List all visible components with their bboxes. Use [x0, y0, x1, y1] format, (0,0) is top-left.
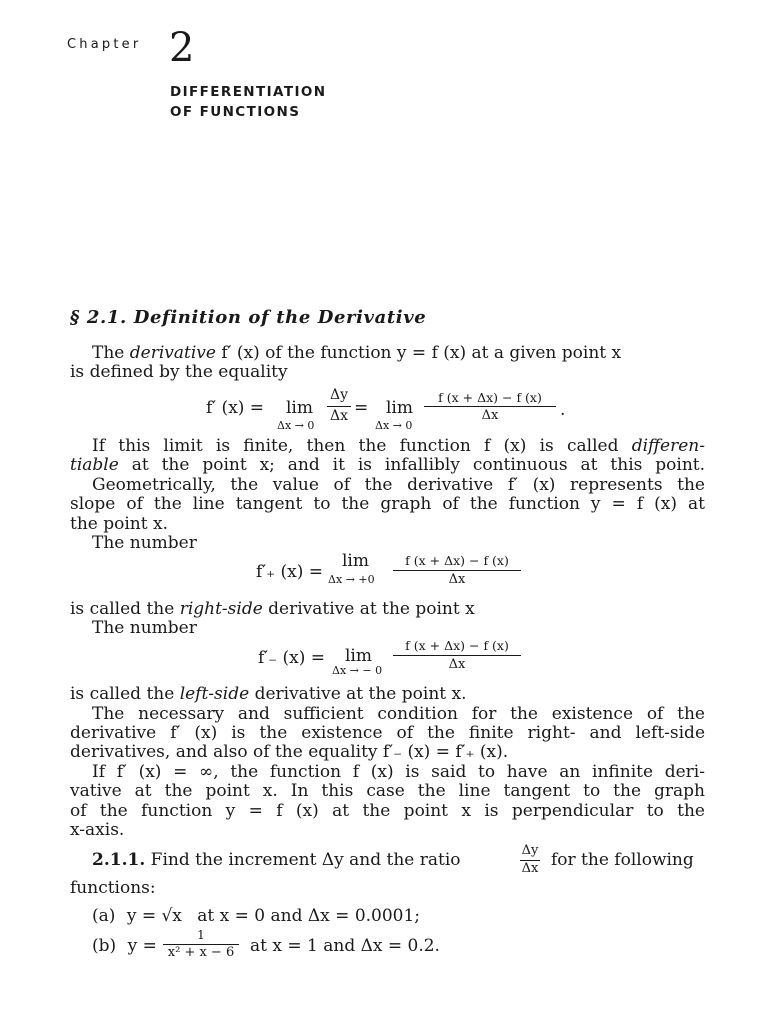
paragraph-line: the point x. — [70, 514, 168, 534]
part-expression: y = — [127, 936, 157, 956]
frac-numerator: Δy — [521, 843, 539, 858]
text-run: at the point x; and it is infallibly continuous at this point. — [118, 455, 705, 475]
term-differentiable: tiable — [70, 455, 119, 475]
paragraph-line: Geometrically, the value of the derivative f′ (x) represents the — [92, 475, 705, 495]
frac-numerator: f (x + Δx) − f (x) — [405, 553, 509, 568]
formula-lhs: f′ (x) = — [206, 398, 265, 418]
problem-number: 2.1.1. — [92, 850, 146, 870]
chapter-label: Chapter — [67, 37, 142, 52]
problem-text: for the following — [551, 850, 694, 870]
paragraph-line: The number — [92, 618, 197, 638]
text-run: is called the — [70, 599, 180, 619]
paragraph-line: vative at the point x. In this case the line tangent to the graph — [70, 781, 705, 801]
term-differentiable: differen- — [631, 436, 705, 456]
frac-numerator: Δy — [329, 387, 349, 403]
problem-part-a — [92, 906, 420, 926]
fraction-bar — [393, 655, 521, 656]
formula-lim-sub: Δx → − 0 — [332, 664, 383, 677]
frac-numerator: 1 — [197, 928, 205, 942]
paragraph-line: x-axis. — [70, 820, 125, 840]
formula-lim: lim — [345, 646, 372, 666]
formula-lim: lim — [386, 398, 413, 418]
formula-lim: lim — [342, 551, 369, 571]
term-left-side: left-side — [179, 684, 250, 704]
chapter-title-line2: OF FUNCTIONS — [170, 104, 301, 120]
formula-lim-sub: Δx → +0 — [328, 573, 375, 586]
fraction-bar — [424, 406, 556, 407]
text-run: If this limit is finite, then the function f (x) is called — [92, 436, 632, 456]
part-condition: at x = 0 and Δx = 0.0001; — [197, 906, 421, 926]
chapter-number: 2 — [169, 25, 195, 71]
part-expression: y = √x — [126, 906, 182, 926]
problem-text: Find the increment Δy and the ratio — [150, 850, 461, 870]
frac-denominator: Δx — [521, 861, 539, 876]
frac-denominator: Δx — [448, 657, 466, 672]
formula-lim-sub: Δx → 0 — [375, 419, 413, 432]
frac-numerator: f (x + Δx) − f (x) — [438, 390, 542, 405]
text-run: f′ (x) of the function y = f (x) at a given point x — [215, 343, 622, 363]
fraction-bar — [393, 570, 521, 571]
chapter-title-line1: DIFFERENTIATION — [170, 84, 327, 100]
formula-lhs: f′₋ (x) = — [258, 648, 326, 668]
frac-denominator: Δx — [448, 572, 466, 587]
term-right-side: right-side — [179, 599, 263, 619]
formula-lim-sub: Δx → 0 — [277, 419, 315, 432]
text-run: The — [92, 343, 130, 363]
part-label: (b) — [92, 936, 117, 956]
frac-denominator: Δx — [481, 408, 499, 423]
paragraph-line: derivatives, and also of the equality f′₋ (x) = f′₊ (x). — [70, 742, 509, 762]
paragraph-line: derivative f′ (x) is the existence of the finite right- and left-side — [70, 723, 705, 743]
text-run: derivative at the point x. — [249, 684, 467, 704]
paragraph-line: is defined by the equality — [70, 362, 288, 382]
paragraph-line — [92, 343, 705, 363]
problem-part-b — [92, 936, 157, 956]
paragraph-line — [70, 599, 475, 619]
formula-lhs: f′₊ (x) = — [256, 562, 324, 582]
section-heading: § 2.1. Definition of the Derivative — [70, 307, 427, 328]
formula-eq: = — [354, 398, 369, 418]
frac-denominator: Δx — [329, 408, 348, 424]
frac-numerator: f (x + Δx) − f (x) — [405, 638, 509, 653]
paragraph-line: The number — [92, 533, 197, 553]
paragraph-line — [92, 436, 705, 456]
text-run: derivative at the point x — [262, 599, 475, 619]
paragraph-line — [70, 455, 705, 475]
part-label: (a) — [92, 906, 116, 926]
chapter-title — [170, 82, 326, 122]
paragraph-line: The necessary and sufficient condition for the existence of the — [92, 704, 705, 724]
formula-lim: lim — [286, 398, 313, 418]
paragraph-line: of the function y = f (x) at the point x is perpendicular to the — [70, 801, 705, 821]
frac-denominator: x² + x − 6 — [167, 945, 235, 960]
part-condition: at x = 1 and Δx = 0.2. — [250, 936, 440, 956]
text-run: is called the — [70, 684, 180, 704]
problem-statement — [92, 850, 461, 870]
paragraph-line — [70, 684, 467, 704]
problem-text: functions: — [70, 878, 156, 898]
term-derivative: derivative — [129, 343, 216, 363]
formula-period: . — [560, 400, 566, 420]
fraction-bar — [327, 406, 351, 407]
paragraph-line: slope of the line tangent to the graph of the function y = f (x) at — [70, 494, 705, 514]
paragraph-line: If f′ (x) = ∞, the function f (x) is said to have an infinite deri- — [92, 762, 705, 782]
